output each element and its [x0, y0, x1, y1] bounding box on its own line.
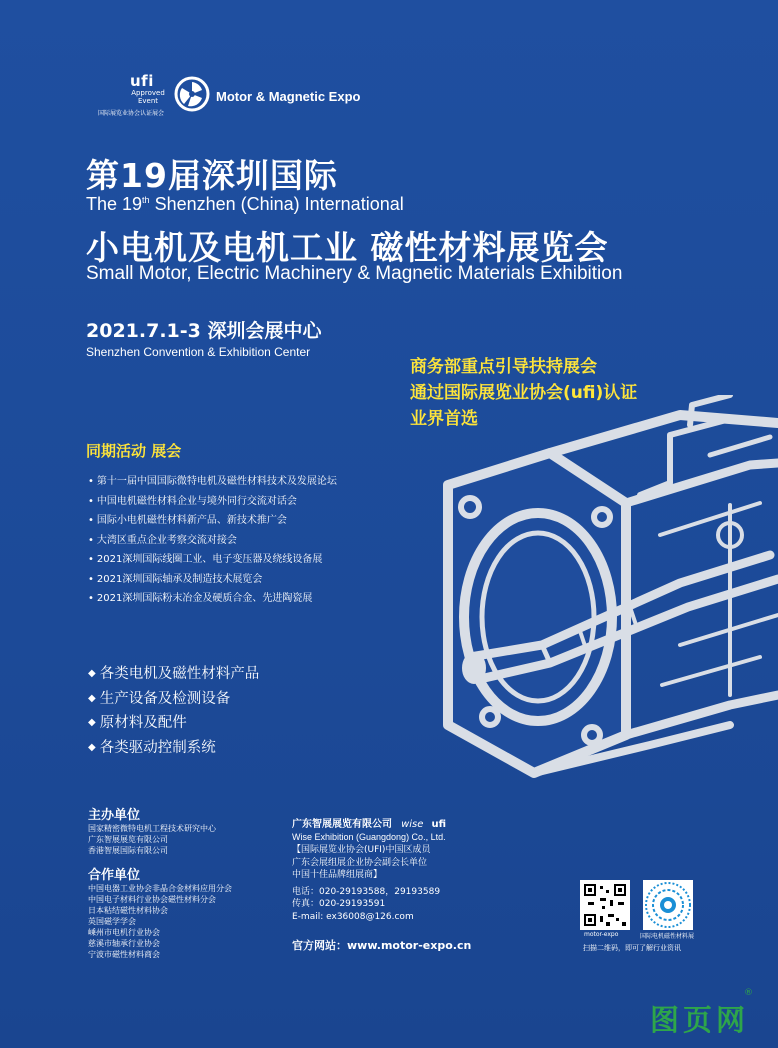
fax-text: 传真：020-29193591 — [292, 899, 386, 909]
ufi-cn-text: 国际展览业协会认证展会 — [98, 110, 165, 117]
title-en-suffix: Shenzhen (China) International — [149, 194, 404, 214]
credential-line: 【国际展览业协会(UFI)中国区成员 — [292, 845, 431, 855]
list-item: • 2021深圳国际粉末冶金及硬质合金、先进陶瓷展 — [88, 589, 468, 609]
list-item: ◆ 各类驱动控制系统 — [88, 736, 259, 761]
company-name-en: Wise Exhibition (Guangdong) Co., Ltd. — [292, 832, 446, 842]
ufi-logo — [98, 72, 176, 116]
wechat-label: motor-expo — [584, 931, 619, 938]
watermark-registered-mark: ® — [744, 988, 753, 998]
list-item: 慈溪市轴承行业协会 — [88, 939, 160, 948]
list-item: • 第十一届中国国际微特电机及磁性材料技术及发展论坛 — [88, 472, 468, 492]
partners-section — [88, 864, 288, 960]
scan-instruction: 扫描二维码，即可了解行业资讯 — [583, 944, 681, 952]
title-en-line2: Small Motor, Electric Machinery & Magnetic Materials Exhibition — [86, 263, 623, 284]
list-item: 嵊州市电机行业协会 — [88, 928, 160, 937]
organizers-section — [88, 804, 288, 856]
expo-logo-name: Motor & Magnetic Expo — [216, 89, 361, 104]
title-cn-line2: 小电机及电机工业 磁性材料展览会 — [86, 228, 609, 267]
list-item: • 2021深圳国际线圈工业、电子变压器及绕线设备展 — [88, 550, 468, 570]
list-item: 日本粘结磁性材料协会 — [88, 906, 168, 915]
credential-line: 中国十佳品牌组展商】 — [292, 870, 383, 880]
list-item: 中国电器工业协会非晶合金材料应用分会 — [88, 884, 232, 893]
concurrent-title: 同期活动 展会 — [86, 442, 182, 460]
phone-text: 电话：020-29193588，29193589 — [292, 886, 441, 897]
wechat-qr-code-icon — [580, 880, 630, 930]
qr2-label: 国际电机磁性材料展 — [640, 933, 695, 940]
company-section — [292, 812, 572, 923]
highlight-item: 商务部重点引导扶持展会 — [410, 357, 597, 377]
company-name-cn: 广东智展展览有限公司 — [292, 819, 392, 830]
website-link[interactable]: 官方网站：www.motor-expo.cn — [292, 939, 472, 952]
email-link[interactable]: E-mail: ex36008@126.com — [292, 911, 414, 922]
list-item: 国家精密微特电机工程技术研究中心 — [88, 824, 216, 833]
title-cn-line1: 第19届深圳国际 — [86, 156, 338, 195]
highlight-item: 业界首选 — [410, 409, 478, 429]
list-item: ◆ 原材料及配件 — [88, 711, 259, 736]
ufi-small-logo: ufi — [431, 819, 447, 830]
wise-logo: wise — [401, 819, 424, 830]
list-item: ◆ 各类电机及磁性材料产品 — [88, 662, 259, 687]
list-item: 中国电子材料行业协会磁性材料分会 — [88, 895, 216, 904]
title-en-line1 — [86, 194, 404, 215]
watermark-text: 图页网 — [650, 1003, 750, 1037]
ufi-approved-text: Approved Event — [131, 89, 165, 105]
list-item: 香港智展国际有限公司 — [88, 846, 168, 855]
highlight-item: 通过国际展览业协会(ufi)认证 — [410, 383, 638, 403]
concurrent-events-list — [88, 472, 468, 609]
product-categories-list — [88, 662, 259, 760]
title-en-prefix: The 19 — [86, 194, 143, 214]
date-venue-cn: 2021.7.1-3 深圳会展中心 — [86, 320, 322, 342]
list-item: • 2021深圳国际轴承及制造技术展览会 — [88, 570, 468, 590]
list-item: ◆ 生产设备及检测设备 — [88, 687, 259, 712]
list-item: 英国磁学学会 — [88, 917, 136, 926]
venue-en: Shenzhen Convention & Exhibition Center — [86, 345, 311, 359]
motor-illustration — [430, 395, 778, 790]
list-item: • 大湾区重点企业考察交流对接会 — [88, 531, 468, 551]
motor-expo-logo-icon — [174, 76, 210, 112]
list-item: 宁波市磁性材料商会 — [88, 950, 160, 959]
list-item: 广东智展展览有限公司 — [88, 835, 168, 844]
title-en-sup: th — [142, 195, 150, 205]
partners-title: 合作单位 — [88, 868, 141, 883]
credential-line: 广东会展组展企业协会副会长单位 — [292, 857, 428, 868]
list-item: • 国际小电机磁性材料新产品、新技术推广会 — [88, 511, 468, 531]
organizers-title: 主办单位 — [88, 808, 141, 823]
ufi-logo-text: ufi — [130, 72, 154, 90]
mini-program-qr-code-icon — [643, 880, 693, 930]
list-item: • 中国电机磁性材料企业与境外同行交流对话会 — [88, 492, 468, 512]
